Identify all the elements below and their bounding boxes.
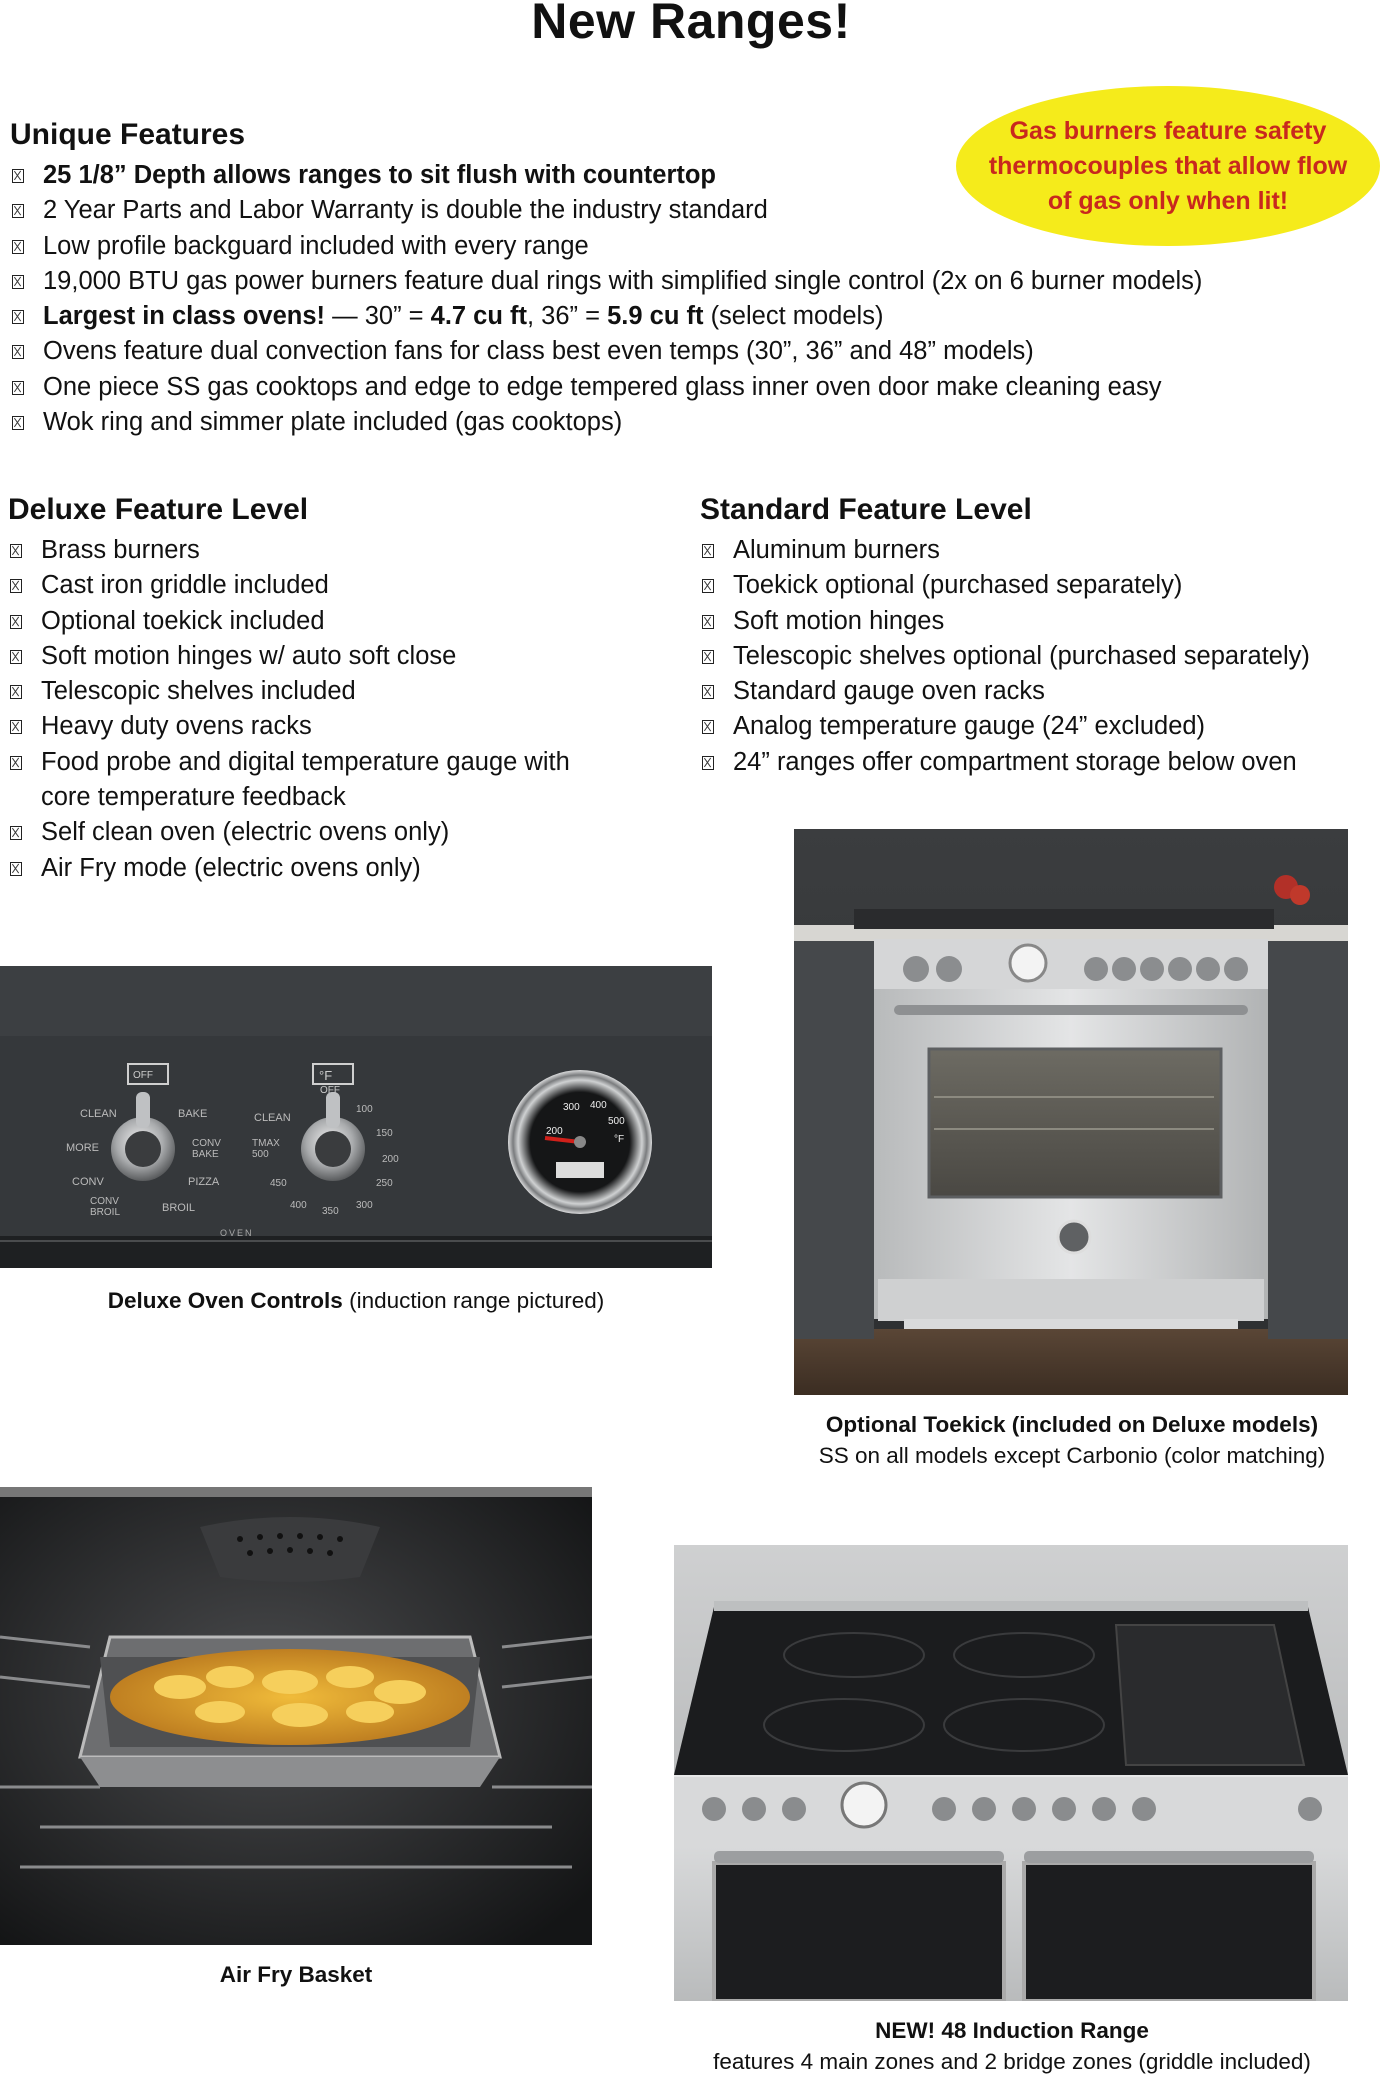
gauge-unit: °F [614, 1134, 625, 1145]
list-item [10, 370, 1202, 405]
list-item [10, 405, 1202, 440]
checkbox-icon [10, 579, 22, 593]
unit-label: °F [319, 1068, 333, 1083]
checkbox-icon [10, 756, 22, 770]
checkbox-icon [12, 240, 24, 254]
standard-item-text: Soft motion hinges [733, 606, 945, 635]
standard-features-list [700, 533, 1310, 780]
checkbox-icon [10, 685, 22, 699]
list-item [10, 264, 1202, 299]
unique-item-text: (select models) [703, 302, 884, 331]
caption-text: SS on all models except Carbonio (color matching) [818, 1443, 1326, 1468]
controls-caption [0, 1285, 712, 1316]
deluxe-item-text: Heavy duty ovens racks [41, 712, 312, 741]
list-item [700, 709, 1310, 744]
safety-callout-text: Gas burners feature safety thermocouples that allow flow of gas only when lit! [988, 116, 1348, 215]
checkbox-icon [12, 169, 24, 183]
list-item [700, 568, 1310, 603]
caption-text: features 4 main zones and 2 bridge zones (griddle included) [713, 2049, 1311, 2074]
unique-item-text: Low profile backguard included with every range [43, 231, 589, 260]
standard-item-text: Standard gauge oven racks [733, 677, 1045, 706]
caption-bold: Deluxe Oven Controls [107, 1288, 343, 1313]
list-item [8, 604, 648, 639]
unique-item-text: Ovens feature dual convection fans for class best even temps (30”, 36” and 48” models) [43, 337, 1034, 366]
standard-item-text: Aluminum burners [733, 536, 940, 564]
knob-label: CONV [72, 1176, 104, 1188]
knob-label: 100 [356, 1104, 373, 1115]
induction-range-photo [674, 1545, 1348, 2001]
unique-item-text: 2 Year Parts and Labor Warranty is double the industry standard [43, 196, 768, 225]
checkbox-icon [10, 615, 22, 629]
knob-label: MORE [66, 1142, 99, 1154]
list-item [700, 674, 1310, 709]
checkbox-icon [702, 615, 714, 629]
knob-label: CLEAN [80, 1108, 117, 1120]
knob-label: PIZZA [188, 1176, 220, 1188]
knob-off-label: OFF [133, 1070, 153, 1081]
unique-item-text: Wok ring and simmer plate included (gas cooktops) [43, 408, 623, 437]
gauge-tick: 400 [590, 1100, 607, 1111]
deluxe-item-text: Food probe and digital temperature gauge with core temperature feedback [41, 747, 570, 812]
knob-label: 150 [376, 1128, 393, 1139]
checkbox-icon [702, 685, 714, 699]
checkbox-icon [12, 310, 24, 324]
list-item [10, 158, 1202, 193]
deluxe-item-text: Air Fry mode (electric ovens only) [41, 853, 421, 882]
unique-item-text: , 36” = [527, 302, 608, 331]
checkbox-icon [12, 381, 24, 395]
knob-label: BROIL [162, 1202, 196, 1214]
deluxe-item-text: Brass burners [41, 536, 200, 564]
knob-label: 350 [322, 1206, 339, 1217]
list-item [8, 639, 648, 674]
checkbox-icon [702, 650, 714, 664]
toekick-caption [780, 1409, 1364, 1471]
checkbox-icon [702, 756, 714, 770]
list-item [8, 745, 621, 816]
checkbox-icon [12, 275, 24, 289]
standard-item-text: Telescopic shelves optional (purchased separately) [733, 641, 1310, 670]
knob-label: 250 [376, 1178, 393, 1189]
knob-label: 300 [356, 1200, 373, 1211]
unique-item-text: 19,000 BTU gas power burners feature dual rings with simplified single control (2x on 6 burner models) [43, 266, 1203, 295]
caption-bold: Air Fry Basket [219, 1962, 373, 1987]
checkbox-icon [10, 650, 22, 664]
checkbox-icon [702, 579, 714, 593]
list-item [8, 815, 648, 850]
knob-label: 450 [270, 1178, 287, 1189]
panel-oven-label: OVEN [220, 1228, 254, 1238]
list-item [8, 674, 648, 709]
checkbox-icon [10, 720, 22, 734]
checkbox-icon [10, 544, 22, 558]
standard-item-text: Toekick optional (purchased separately) [733, 571, 1183, 600]
unique-item-bold: Largest in class ovens! [43, 302, 326, 331]
list-item [10, 299, 1202, 334]
knob-label: 400 [290, 1200, 307, 1211]
knob-label: CLEAN [254, 1112, 291, 1124]
gauge-tick: 500 [608, 1116, 625, 1127]
unique-item-text: 25 1/8” Depth allows ranges to sit flush with countertop [43, 161, 717, 189]
deluxe-item-text: Telescopic shelves included [41, 677, 356, 706]
list-item [8, 533, 648, 568]
page-title: New Ranges! [531, 0, 851, 49]
caption-bold: Optional Toekick (included on Deluxe models) [825, 1412, 1319, 1437]
knob-off-label: OFF [320, 1085, 340, 1096]
unique-features-list [10, 158, 1202, 440]
range-toekick-photo [794, 829, 1348, 1395]
caption-bold: NEW! 48 Induction Range [875, 2018, 1149, 2043]
checkbox-icon [10, 826, 22, 840]
knob-label: TMAX 500 [252, 1138, 280, 1160]
standard-item-text: 24” ranges offer compartment storage below oven [733, 747, 1297, 776]
list-item [8, 709, 648, 744]
checkbox-icon [12, 204, 24, 218]
deluxe-item-text: Cast iron griddle included [41, 571, 329, 600]
deluxe-item-text: Soft motion hinges w/ auto soft close [41, 641, 457, 670]
unique-item-text: One piece SS gas cooktops and edge to edge tempered glass inner oven door make cleaning easy [43, 372, 1162, 401]
checkbox-icon [702, 720, 714, 734]
list-item [8, 851, 648, 886]
checkbox-icon [702, 544, 714, 558]
unique-item-bold: 4.7 cu ft [430, 302, 528, 331]
checkbox-icon [10, 862, 22, 876]
checkbox-icon [12, 345, 24, 359]
knob-label: CONV BROIL [90, 1196, 121, 1218]
caption-text: (induction range pictured) [342, 1288, 605, 1313]
gauge-tick: 300 [563, 1102, 580, 1113]
standard-heading: Standard Feature Level [700, 493, 1032, 526]
knob-label: 200 [382, 1154, 399, 1165]
induction-caption [660, 2015, 1364, 2077]
list-item [10, 193, 1202, 228]
unique-item-bold: 5.9 cu ft [607, 302, 704, 331]
knob-label: CONV BAKE [192, 1138, 221, 1160]
unique-features-heading: Unique Features [10, 118, 246, 151]
knob-label: BAKE [178, 1108, 208, 1120]
deluxe-item-text: Optional toekick included [41, 606, 325, 635]
deluxe-features-list [8, 533, 648, 886]
list-item [700, 533, 1310, 568]
checkbox-icon [12, 416, 24, 430]
list-item [700, 604, 1310, 639]
list-item [700, 639, 1310, 674]
gauge-tick: 200 [546, 1126, 563, 1137]
airfry-caption [0, 1959, 592, 1990]
oven-controls-photo [0, 966, 712, 1268]
list-item [10, 229, 1202, 264]
list-item [10, 334, 1202, 369]
standard-item-text: Analog temperature gauge (24” excluded) [733, 712, 1206, 741]
unique-item-text: — 30” = [325, 302, 431, 331]
deluxe-item-text: Self clean oven (electric ovens only) [41, 818, 450, 847]
list-item [8, 568, 648, 603]
list-item [700, 745, 1310, 780]
deluxe-heading: Deluxe Feature Level [8, 493, 309, 526]
air-fry-photo [0, 1487, 592, 1945]
